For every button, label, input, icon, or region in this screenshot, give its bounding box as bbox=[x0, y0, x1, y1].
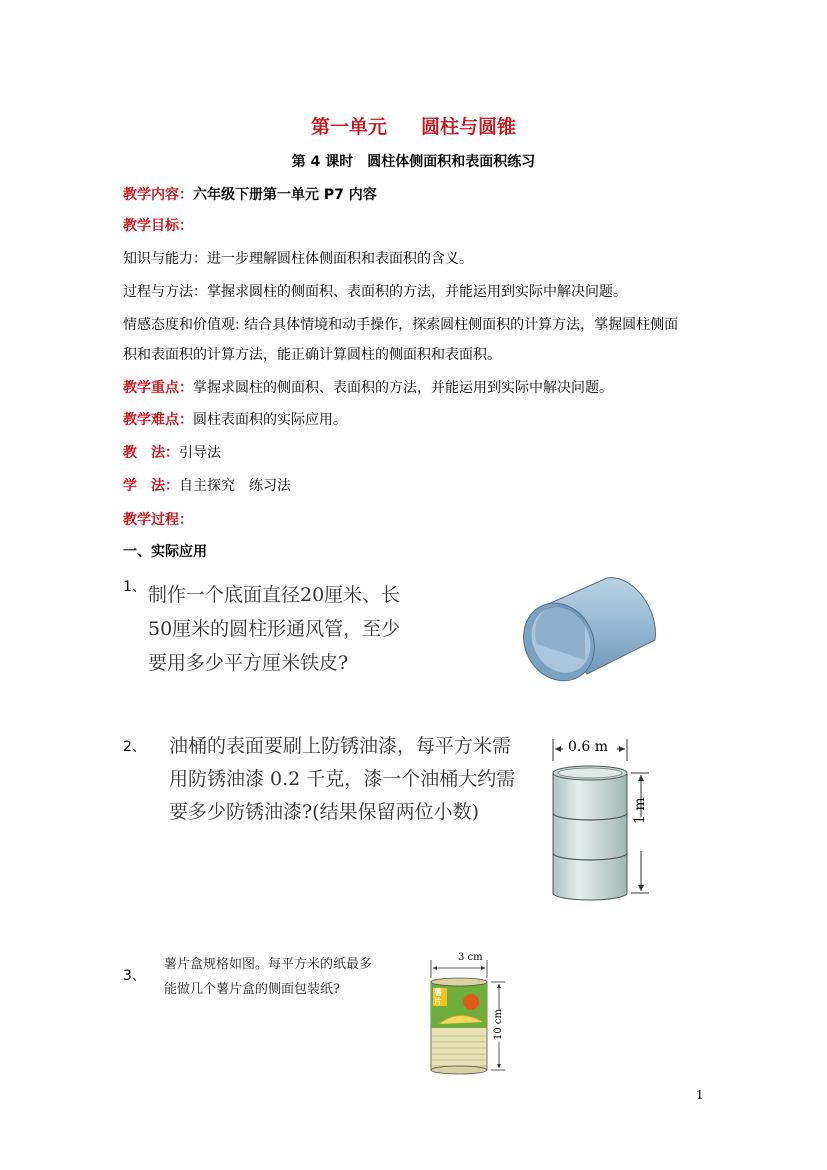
lesson-subtitle: 第 4 课时 圆柱体侧面积和表面积练习 bbox=[291, 154, 536, 170]
chips-height-label: 10 cm bbox=[493, 1009, 504, 1040]
key-point-label: 教学重点： bbox=[123, 380, 193, 396]
ventilation-pipe-illustration bbox=[515, 570, 665, 685]
learning-method-value: 自主探究 练习法 bbox=[179, 478, 291, 494]
problem-2-number: 2、 bbox=[123, 739, 146, 755]
difficulty-value: 圆柱表面积的实际应用。 bbox=[193, 412, 347, 428]
title-unit: 第一单元 bbox=[310, 116, 387, 138]
problem-1-line-2: 50厘米的圆柱形通风管，至少 bbox=[148, 618, 401, 640]
difficulty-label: 教学难点： bbox=[123, 412, 193, 428]
page-number: 1 bbox=[696, 1088, 704, 1102]
page-title bbox=[0, 112, 827, 139]
difficulty-line bbox=[123, 410, 347, 430]
section-heading: 一、实际应用 bbox=[123, 544, 207, 560]
goal-emotion-2: 积和表面积的计算方法，能正确计算圆柱的侧面积和表面积。 bbox=[123, 347, 501, 363]
barrel-height-label: 1 m bbox=[632, 797, 648, 824]
problem-3-line-2: 能做几个薯片盒的侧面包装纸? bbox=[164, 982, 340, 997]
problem-3-text bbox=[164, 952, 372, 1002]
teaching-method-line bbox=[123, 443, 221, 463]
title-topic: 圆柱与圆锥 bbox=[421, 116, 517, 138]
barrel-width-label: 0.6 m bbox=[568, 739, 608, 755]
problem-2-line-2: 用防锈油漆 0.2 千克，漆一个油桶大约需 bbox=[169, 768, 516, 790]
chips-can-brand: 薯片 bbox=[434, 988, 442, 1006]
content-value: 六年级下册第一单元 P7 内容 bbox=[193, 187, 377, 203]
content-line bbox=[123, 185, 377, 205]
goal-emotion-1: 情感态度和价值观: 结合具体情境和动手操作，探索圆柱侧面积的计算方法，掌握圆柱侧面 bbox=[123, 317, 679, 333]
problem-3-number: 3、 bbox=[123, 968, 146, 984]
teaching-method-value: 引导法 bbox=[179, 445, 221, 461]
goal-process: 过程与方法：掌握求圆柱的侧面积、表面积的方法，并能运用到实际中解决问题。 bbox=[123, 284, 627, 300]
chips-width-label: 3 cm bbox=[458, 952, 483, 963]
goals-label: 教学目标： bbox=[123, 218, 193, 234]
problem-1-line-1: 制作一个底面直径20厘米、长 bbox=[148, 584, 401, 606]
problem-3-line-1: 薯片盒规格如图。每平方米的纸最多 bbox=[164, 957, 373, 972]
key-point-line bbox=[123, 378, 613, 398]
learning-method-label: 学 法： bbox=[123, 478, 179, 494]
goal-knowledge: 知识与能力：进一步理解圆柱体侧面积和表面积的含义。 bbox=[123, 251, 473, 267]
problem-2-line-1: 油桶的表面要刷上防锈油漆，每平方米需 bbox=[169, 735, 512, 757]
problem-2-line-3: 要多少防锈油漆?(结果保留两位小数) bbox=[169, 801, 480, 823]
problem-2-text bbox=[169, 730, 515, 829]
problem-1-number: 1、 bbox=[123, 579, 146, 595]
teaching-method-label: 教 法： bbox=[123, 445, 179, 461]
problem-1-text bbox=[148, 578, 400, 680]
key-point-value: 掌握求圆柱的侧面积、表面积的方法，并能运用到实际中解决问题。 bbox=[193, 380, 613, 396]
content-label: 教学内容： bbox=[123, 187, 193, 203]
problem-1-line-3: 要用多少平方厘米铁皮? bbox=[148, 652, 349, 674]
learning-method-line bbox=[123, 476, 291, 496]
process-label: 教学过程： bbox=[123, 512, 193, 528]
